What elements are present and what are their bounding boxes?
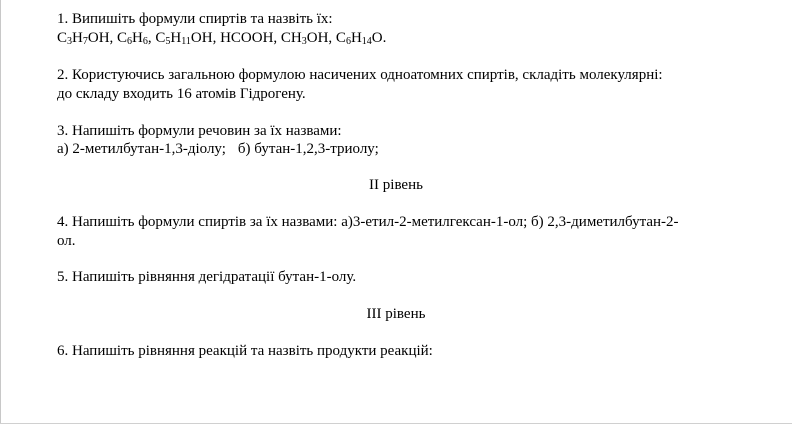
formula-methanol: $CH_3OH$ — [280, 30, 329, 47]
page-left-edge — [0, 0, 1, 424]
task-4-line-1: 4. Напишіть формули спиртів за їх назвами: а)3-етил-2-метилгексан-1-ол; б) 2,3-диметилбутан-2- — [57, 214, 679, 230]
task-6-text: 6. Напишіть рівняння реакцій та назвіть продукти реакцій: — [57, 343, 433, 359]
task-3-question: 3. Напишіть формули речовин за їх назвами: — [57, 123, 342, 139]
level-3-heading: ІІІ рівень — [366, 306, 426, 322]
formula-hexanol-ether: $C_6H_{14}O$ — [335, 30, 383, 47]
level-2-heading: ІІ рівень — [369, 177, 423, 193]
formula-benzene: $C_6H_6$ — [117, 30, 148, 47]
task-3-options — [57, 140, 379, 158]
formula-formic-acid: HCOOH — [220, 30, 274, 46]
task-2-line-2: до складу входить 16 атомів Гідрогену. — [57, 86, 306, 102]
task-3-option-a: а) 2-метилбутан-1,3-діолу; — [57, 141, 226, 157]
task-4-line-2: ол. — [57, 233, 76, 249]
task-1-question: 1. Випишіть формули спиртів та назвіть їх: — [57, 11, 333, 27]
task-2-line-1: 2. Користуючись загальною формулою насичених одноатомних спиртів, складіть молекулярні: — [57, 67, 663, 83]
task-1-formulas: $C_3H_7OH$, $C_6H_6$, $C_5H_{11}OH$, HCOOH, $CH_3OH$, $C_6H_{14}O$. — [57, 30, 387, 47]
task-5-text: 5. Напишіть рівняння дегідратації бутан-1-олу. — [57, 269, 357, 285]
formula-propanol: $C_3H_7OH$ — [57, 30, 110, 47]
task-3-option-b: б) бутан-1,2,3-триолу; — [237, 141, 379, 157]
formula-pentanol: $C_5H_{11}OH$ — [155, 30, 213, 47]
